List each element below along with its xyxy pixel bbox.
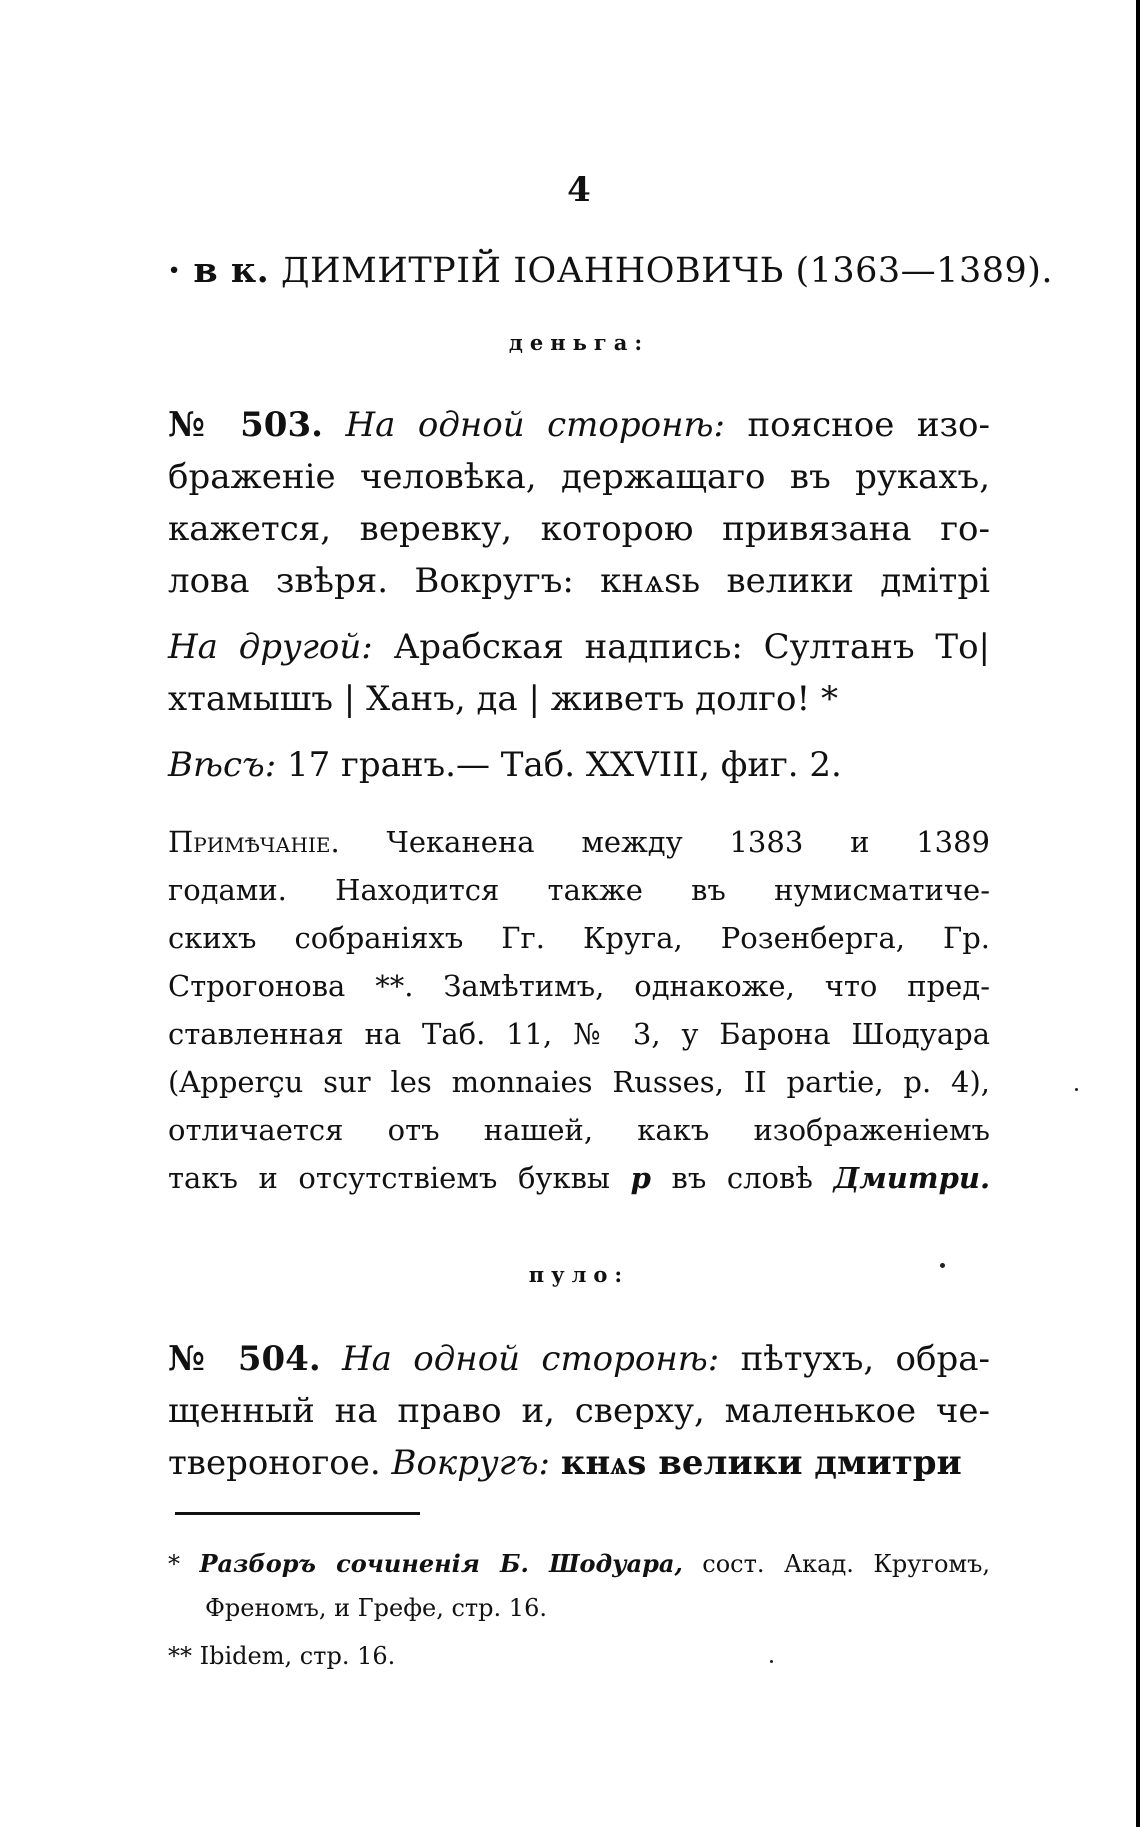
- subheading-denga: деньга:: [508, 330, 650, 355]
- entry-503-line-6: хтамышъ | Ханъ, да | живетъ долго! *: [168, 679, 838, 719]
- entry-504-line-1: [168, 1334, 990, 1384]
- scan-speck: [1075, 1088, 1078, 1091]
- weight-label: Вѣсъ:: [168, 745, 277, 785]
- footnote-1-mark: *: [168, 1550, 180, 1578]
- entry-503-weight: [168, 740, 990, 790]
- entry-504-side1-label: На одной сторонѣ:: [342, 1339, 720, 1379]
- note-line-8: [168, 1154, 990, 1202]
- note-line-4: Строгонова **. Замѣтимъ, однакоже, что пред-: [168, 969, 990, 1003]
- section-heading: [168, 250, 1054, 291]
- note-label: Примѣчаніе.: [168, 825, 340, 859]
- page-edge-shadow: [1136, 0, 1140, 1827]
- scan-speck: [770, 1660, 773, 1663]
- entry-503-text-1: поясное изо-: [747, 405, 991, 445]
- note-line-1: [168, 818, 990, 866]
- entry-503-side2-label: На другой:: [168, 627, 373, 667]
- entry-504-text-3a: твероногое.: [168, 1443, 381, 1483]
- weight-text: 17 гранъ.— Таб. XXVIII, фиг. 2.: [286, 745, 842, 785]
- entry-503-text-5: Арабская надпись: Султанъ То|: [393, 627, 990, 667]
- page-number: 4: [567, 170, 591, 210]
- subheading-pulo: пуло:: [528, 1262, 630, 1287]
- entry-503-line-4: лова звѣря. Вокругъ: кнѧѕь велики дмітрі: [168, 561, 990, 601]
- entry-503-line-2: браженіе человѣка, держащаго въ рукахъ,: [168, 457, 990, 497]
- note-line-2: годами. Находится также въ нумисматиче-: [168, 873, 990, 907]
- note-text-8b: р: [630, 1161, 651, 1195]
- entry-504-text-1: пѣтухъ, обра-: [740, 1339, 990, 1379]
- entry-504-number: № 504.: [168, 1339, 321, 1379]
- footnote-2-text: Ibidem, стр. 16.: [199, 1642, 396, 1670]
- entry-503-line-5: [168, 622, 990, 672]
- note-text-1: Чеканена между 1383 и 1389: [386, 825, 990, 859]
- note-line-6: (Apperçu sur les monnaies Russes, II partie, p. 4),: [168, 1065, 990, 1099]
- scan-speck: [940, 1263, 945, 1268]
- note-text-8d: Дмитри.: [833, 1161, 991, 1195]
- entry-503-line-1: [168, 400, 990, 450]
- entry-503-number: № 503.: [168, 405, 323, 445]
- footnote-1-line-1: [168, 1542, 990, 1586]
- entry-503-side1-label: На одной сторонѣ:: [345, 405, 725, 445]
- note-line-7: отличается отъ нашей, какъ изображеніемъ: [168, 1113, 990, 1147]
- footnote-1-authors: сост. Акад. Кругомъ,: [702, 1550, 990, 1578]
- note-line-3: скихъ собраніяхъ Гг. Круга, Розенберга, Гр.: [168, 921, 990, 955]
- entry-504-around-label: Вокругъ:: [391, 1443, 551, 1483]
- footnote-2: [168, 1634, 990, 1678]
- entry-504-line-2: щенный на право и, сверху, маленькое че-: [168, 1391, 990, 1431]
- note-line-5: ставленная на Таб. 11, № 3, у Барона Шодуара: [168, 1017, 990, 1051]
- footnote-separator: [175, 1512, 420, 1515]
- entry-504-legend: кнѧѕ велики дмитри: [560, 1443, 962, 1483]
- note-text-8c: въ словѣ: [671, 1161, 813, 1195]
- note-text-8a: такъ и отсутствіемъ буквы: [168, 1161, 611, 1195]
- footnote-1-title: Разборъ сочиненія Б. Шодуара,: [199, 1549, 683, 1578]
- heading-lead: · в к.: [168, 250, 270, 291]
- footnote-2-mark: **: [168, 1642, 192, 1670]
- heading-title: ДИМИТРІЙ ІОАННОВИЧЬ (1363—1389).: [280, 251, 1054, 291]
- entry-504-line-3: [168, 1438, 990, 1488]
- footnote-1-line-2: Френомъ, и Грефе, стр. 16.: [205, 1594, 547, 1622]
- entry-503-line-3: кажется, веревку, которою привязана го-: [168, 509, 990, 549]
